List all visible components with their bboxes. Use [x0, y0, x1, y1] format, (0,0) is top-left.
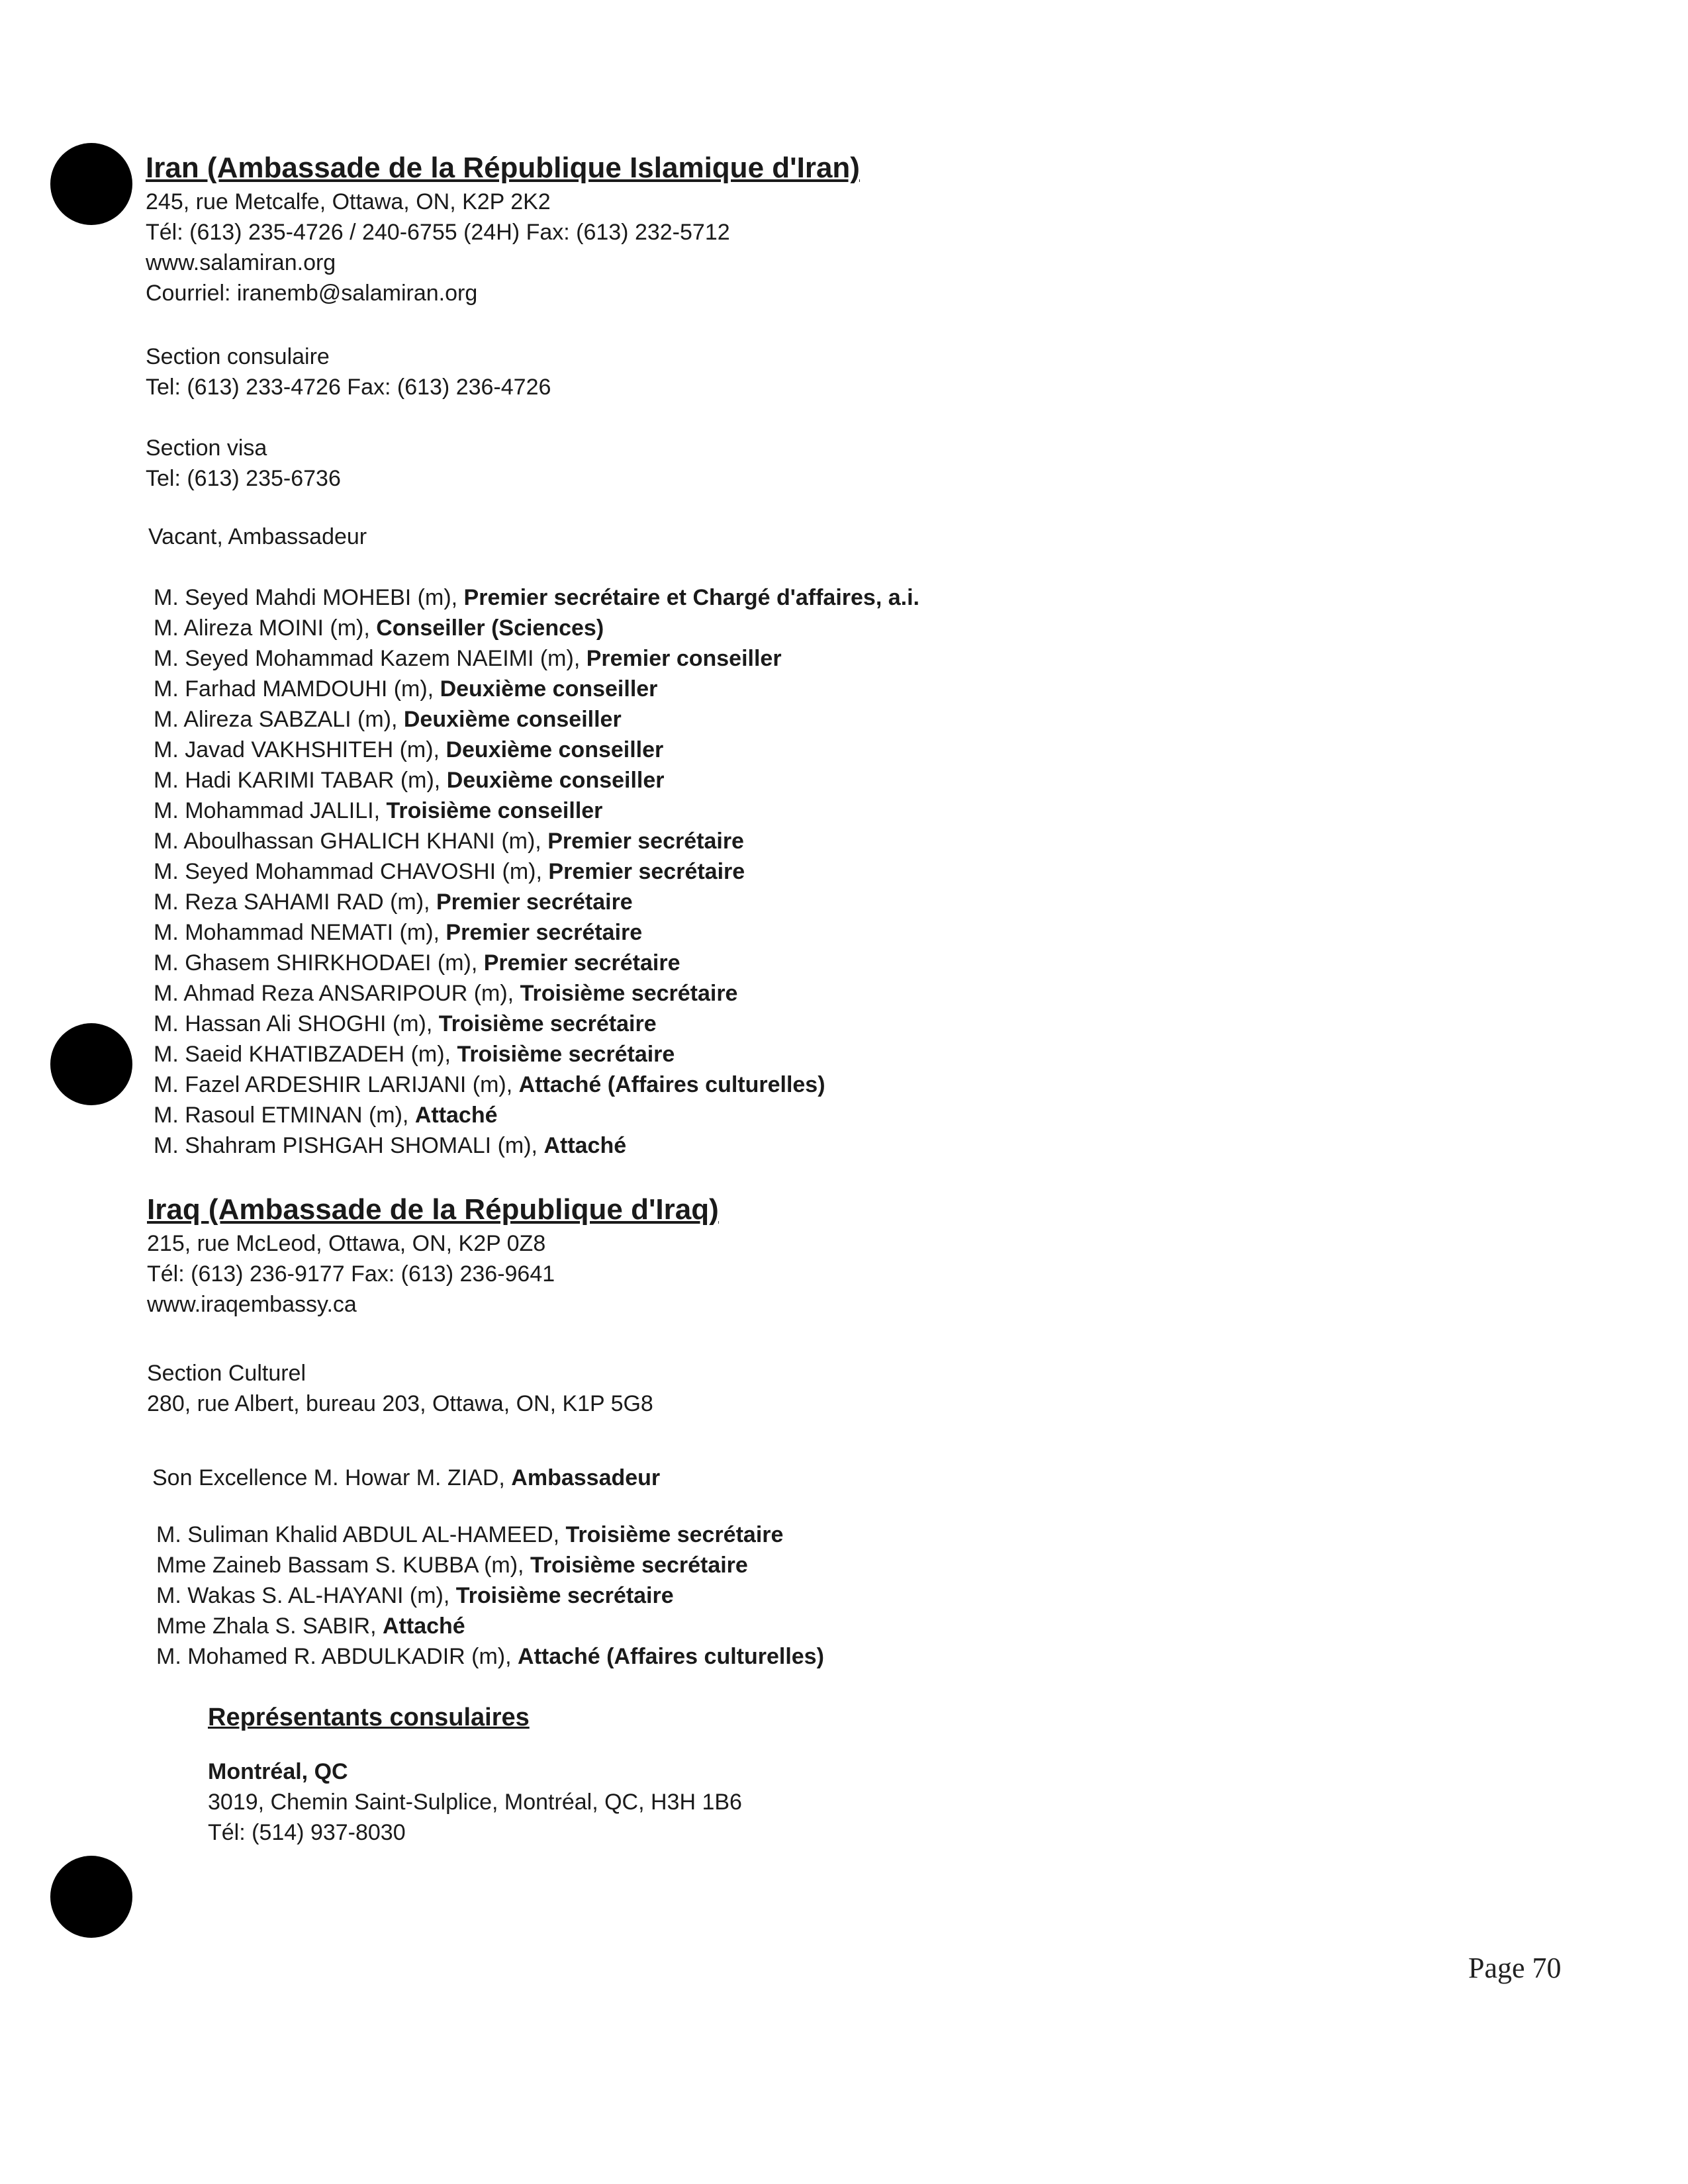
staff-entry: [154, 1009, 919, 1039]
staff-name: M. Mohamed R. ABDULKADIR (m),: [156, 1644, 518, 1669]
staff-entry: [154, 978, 919, 1009]
staff-entry: [154, 796, 919, 826]
staff-name: M. Alireza SABZALI (m),: [154, 707, 404, 732]
staff-role: Troisième secrétaire: [520, 981, 738, 1006]
staff-name: M. Suliman Khalid ABDUL AL-HAMEED,: [156, 1522, 566, 1547]
staff-entry: [154, 856, 919, 887]
staff-entry: [154, 643, 919, 674]
iran-consular-section: [146, 341, 551, 402]
staff-name: M. Seyed Mahdi MOHEBI (m),: [154, 585, 464, 610]
staff-role: Troisième secrétaire: [457, 1042, 675, 1067]
staff-name: M. Javad VAKHSHITEH (m),: [154, 737, 446, 762]
staff-role: Troisième secrétaire: [455, 1583, 674, 1608]
staff-entry: [156, 1550, 824, 1580]
punch-hole: [50, 143, 132, 225]
staff-role: Troisième conseiller: [386, 798, 603, 823]
staff-entry: [154, 948, 919, 978]
staff-name: M. Mohammad NEMATI (m),: [154, 920, 446, 945]
page-number: Page 70: [1468, 1952, 1562, 1984]
staff-entry: [154, 674, 919, 704]
staff-role: Premier secrétaire et Chargé d'affaires, a.i.: [463, 585, 919, 610]
iraq-header-block: [147, 1191, 719, 1320]
staff-entry: [154, 613, 919, 643]
staff-entry: [154, 1039, 919, 1069]
staff-role: Attaché (Affaires culturelles): [518, 1644, 824, 1669]
staff-entry: [154, 1100, 919, 1130]
ambassador-role: Ambassadeur: [511, 1465, 661, 1490]
staff-role: Deuxième conseiller: [446, 768, 665, 793]
staff-entry: [154, 735, 919, 765]
staff-entry: [156, 1520, 824, 1550]
staff-name: M. Ghasem SHIRKHODAEI (m),: [154, 950, 484, 976]
iraq-cultural-section: [147, 1358, 653, 1419]
staff-entry: [154, 826, 919, 856]
iraq-title: Iraq (Ambassade de la République d'Iraq): [147, 1193, 719, 1226]
iran-ambassador-text: Vacant, Ambassadeur: [148, 524, 367, 549]
staff-name: M. Wakas S. AL-HAYANI (m),: [156, 1583, 456, 1608]
staff-entry: [154, 917, 919, 948]
iran-visa-tel: Tel: (613) 235-6736: [146, 466, 341, 491]
staff-role: Attaché: [543, 1133, 627, 1158]
iraq-tel-fax: Tél: (613) 236-9177 Fax: (613) 236-9641: [147, 1261, 555, 1287]
iran-website: www.salamiran.org: [146, 250, 336, 275]
iran-visa-section: [146, 433, 341, 494]
iraq-website: www.iraqembassy.ca: [147, 1292, 357, 1317]
iran-consular-label: Section consulaire: [146, 344, 330, 369]
iran-consular-tel: Tel: (613) 233-4726 Fax: (613) 236-4726: [146, 375, 551, 400]
staff-name: M. Hassan Ali SHOGHI (m),: [154, 1011, 439, 1036]
iran-title: Iran (Ambassade de la République Islamique d'Iran): [146, 152, 860, 184]
staff-name: M. Saeid KHATIBZADEH (m),: [154, 1042, 457, 1067]
staff-role: Attaché (Affaires culturelles): [518, 1072, 825, 1097]
staff-role: Premier secrétaire: [547, 829, 744, 854]
staff-role: Premier secrétaire: [436, 889, 633, 915]
staff-entry: [156, 1641, 824, 1672]
iraq-cultural-label: Section Culturel: [147, 1361, 306, 1386]
staff-entry: [154, 765, 919, 796]
staff-entry: [154, 887, 919, 917]
staff-role: Conseiller (Sciences): [376, 615, 604, 641]
consular-address: 3019, Chemin Saint-Sulplice, Montréal, QC, H3H 1B6: [208, 1790, 742, 1815]
staff-role: Deuxième conseiller: [445, 737, 664, 762]
staff-entry: [154, 704, 919, 735]
staff-name: M. Alireza MOINI (m),: [154, 615, 377, 641]
consular-city: Montréal, QC: [208, 1759, 348, 1784]
ambassador-name: Son Excellence M. Howar M. ZIAD,: [152, 1465, 512, 1490]
staff-role: Troisième secrétaire: [530, 1553, 748, 1578]
staff-name: M. Reza SAHAMI RAD (m),: [154, 889, 436, 915]
staff-role: Deuxième conseiller: [403, 707, 622, 732]
staff-name: M. Aboulhassan GHALICH KHANI (m),: [154, 829, 548, 854]
staff-role: Troisième secrétaire: [438, 1011, 657, 1036]
staff-name: M. Shahram PISHGAH SHOMALI (m),: [154, 1133, 544, 1158]
iraq-address: 215, rue McLeod, Ottawa, ON, K2P 0Z8: [147, 1231, 546, 1256]
staff-name: Mme Zhala S. SABIR,: [156, 1614, 383, 1639]
staff-name: M. Seyed Mohammad CHAVOSHI (m),: [154, 859, 549, 884]
iraq-staff-list: [156, 1520, 824, 1672]
iraq-cultural-address: 280, rue Albert, bureau 203, Ottawa, ON, K1P 5G8: [147, 1391, 653, 1416]
staff-entry: [154, 1069, 919, 1100]
punch-hole: [50, 1856, 132, 1938]
staff-entry: [156, 1580, 824, 1611]
consular-heading: Représentants consulaires: [208, 1704, 530, 1731]
staff-role: Attaché: [383, 1614, 465, 1639]
iran-header-block: [146, 150, 860, 308]
staff-role: Troisième secrétaire: [565, 1522, 784, 1547]
iran-address: 245, rue Metcalfe, Ottawa, ON, K2P 2K2: [146, 189, 551, 214]
iran-email: Courriel: iranemb@salamiran.org: [146, 281, 478, 306]
staff-name: M. Farhad MAMDOUHI (m),: [154, 676, 440, 702]
iran-ambassador: [148, 522, 367, 552]
staff-role: Deuxième conseiller: [440, 676, 658, 702]
staff-role: Premier conseiller: [586, 646, 782, 671]
punch-hole: [50, 1023, 132, 1105]
staff-name: Mme Zaineb Bassam S. KUBBA (m),: [156, 1553, 530, 1578]
staff-role: Premier secrétaire: [483, 950, 680, 976]
staff-name: M. Seyed Mohammad Kazem NAEIMI (m),: [154, 646, 586, 671]
staff-name: M. Mohammad JALILI,: [154, 798, 387, 823]
staff-name: M. Rasoul ETMINAN (m),: [154, 1103, 415, 1128]
staff-entry: [154, 1130, 919, 1161]
iran-visa-label: Section visa: [146, 435, 267, 461]
iran-tel-fax: Tél: (613) 235-4726 / 240-6755 (24H) Fax: (613) 232-5712: [146, 220, 730, 245]
staff-name: M. Fazel ARDESHIR LARIJANI (m),: [154, 1072, 519, 1097]
staff-entry: [156, 1611, 824, 1641]
iran-staff-list: [154, 582, 919, 1161]
staff-role: Premier secrétaire: [548, 859, 745, 884]
staff-name: M. Ahmad Reza ANSARIPOUR (m),: [154, 981, 520, 1006]
staff-name: M. Hadi KARIMI TABAR (m),: [154, 768, 447, 793]
staff-role: Attaché: [414, 1103, 498, 1128]
iraq-ambassador: [152, 1463, 660, 1493]
consular-representatives: [208, 1701, 742, 1848]
consular-tel: Tél: (514) 937-8030: [208, 1820, 406, 1845]
staff-role: Premier secrétaire: [445, 920, 643, 945]
ambassador-entry: [152, 1463, 660, 1493]
staff-entry: [154, 582, 919, 613]
